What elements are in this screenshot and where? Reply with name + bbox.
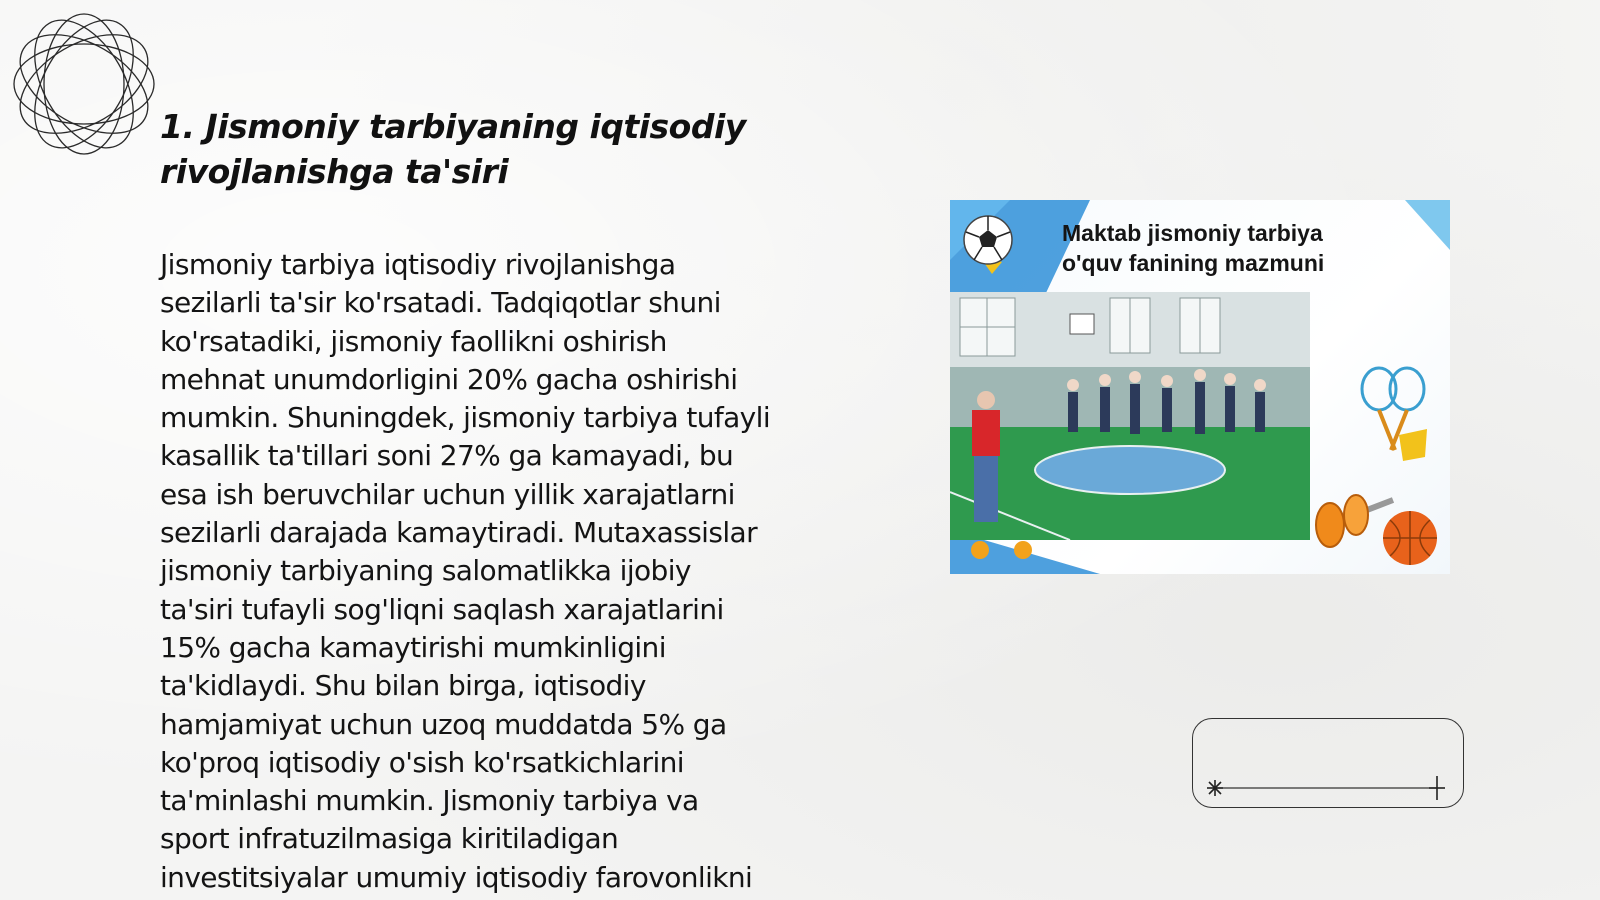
body-line: sezilarli ta'sir ko'rsatadi. Tadqiqotlar shuni [160,286,721,320]
body-line: ta'kidlaydi. Shu bilan birga, iqtisodiy [160,669,646,703]
shuttlecock-icon [1399,429,1427,461]
body-line: mumkin. Shuningdek, jismoniy tarbiya tufayli [160,401,771,435]
body-line: ta'minlashi mumkin. Jismoniy tarbiya va [160,784,699,818]
body-paragraph [160,246,850,897]
gym-photo [950,292,1310,540]
body-line: mehnat unumdorligini 20% gacha oshirishi [160,362,738,396]
slide-title [160,104,860,194]
decorative-line [1193,719,1465,809]
body-line: 15% gacha kamaytirishi mumkinligini [160,630,666,664]
sparkle-icon [1207,780,1223,796]
soccer-ball-icon [958,210,1018,274]
body-line: ko'proq iqtisodiy o'sish ko'rsatkichlarini [160,745,684,779]
small-balls-decoration [968,538,1038,562]
picture-header [1062,218,1382,278]
cross-icon [1429,776,1445,800]
body-line: ta'siri tufayli sog'liqni saqlash xarajatlarini [160,592,724,626]
dumbbell-icon [1308,470,1448,570]
picture-header-line-1: Maktab jismoniy tarbiya [1062,220,1323,246]
picture-header-line-2: o'quv fanining mazmuni [1062,250,1325,276]
body-line: esa ish beruvchilar uchun yillik xarajatlarni [160,477,735,511]
body-line: investitsiyalar umumiy iqtisodiy farovonlikni [160,860,753,894]
body-line: kasallik ta'tillari soni 27% ga kamayadi, bu [160,439,734,473]
ornament-circles-icon [10,10,158,158]
body-line: sport infratuzilmasiga kiritiladigan [160,822,619,856]
body-line: jismoniy tarbiyaning salomatlikka ijobiy [160,554,691,588]
body-line: Jismoniy tarbiya iqtisodiy rivojlanishga [160,248,676,281]
badminton-rackets-icon [1355,365,1435,475]
title-line-2: rivojlanishga ta'siri [160,152,509,191]
title-line-1: 1. Jismoniy tarbiyaning iqtisodiy [160,107,746,146]
body-line: sezilarli darajada kamaytiradi. Mutaxassislar [160,516,757,550]
body-line: hamjamiyat uchun uzoq muddatda 5% ga [160,707,727,741]
pe-class-illustration [950,200,1450,574]
body-line: ko'rsatadiki, jismoniy faollikni oshirish [160,324,667,358]
decorative-card [1192,718,1464,808]
